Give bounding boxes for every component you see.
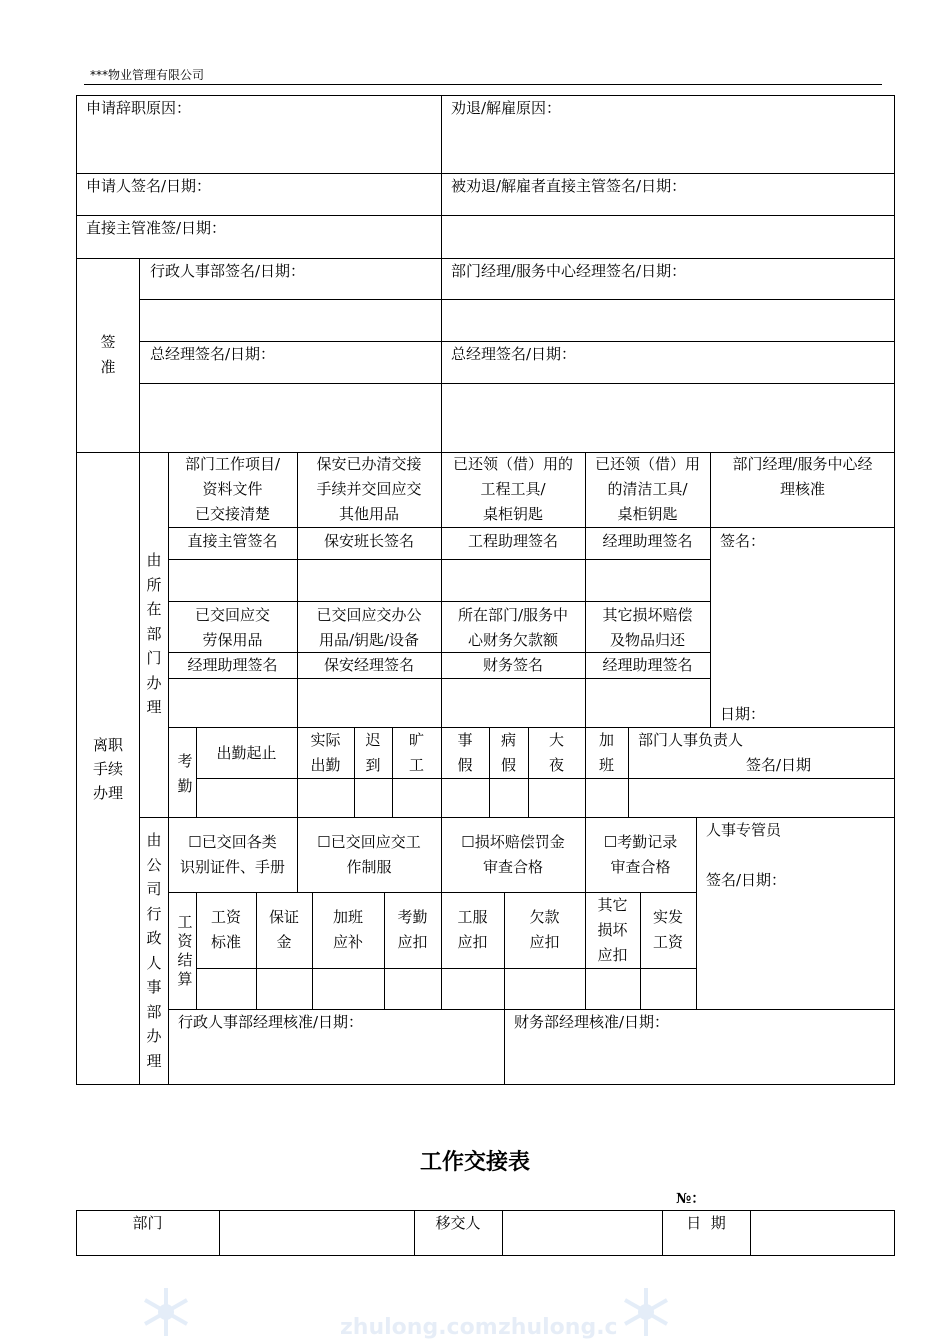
handover-number-label: №： xyxy=(676,1191,706,1207)
watermark-text-left: zhulong.com xyxy=(340,1315,498,1340)
dept-manager-sign-label: 部门经理/服务中心经理签名/日期： xyxy=(451,262,687,280)
rule xyxy=(168,678,710,679)
manager-date-label: 日期： xyxy=(720,705,766,723)
manager-assistant-sign-2: 经理助理签名 xyxy=(187,656,278,674)
personal-leave: 事 假 xyxy=(457,731,473,774)
manager-approve-cell: 部门经理/服务中心经 理核准 xyxy=(732,455,873,498)
rule xyxy=(196,968,696,969)
security-handover-cell: 保安已办清交接 手续并交回应交 其他用品 xyxy=(316,455,422,523)
company-name: ***物业管理有限公司 xyxy=(90,68,205,82)
rule xyxy=(219,1210,220,1256)
approval-label: 签准 xyxy=(100,333,116,376)
rule xyxy=(196,778,895,779)
hr-dept-sign-label: 行政人事部签名/日期： xyxy=(150,262,306,280)
security-captain-sign: 保安班长签名 xyxy=(323,532,414,550)
exit-label-line2: 手续 xyxy=(92,760,123,778)
manager-assistant-sign-3: 经理助理签名 xyxy=(602,656,693,674)
dept-handled-label: 由所在部门办理 xyxy=(146,551,162,716)
handover-date-label: 日 期 xyxy=(686,1214,726,1232)
exit-label-line1: 离职 xyxy=(92,736,123,754)
snowflake-logo-icon xyxy=(620,1286,672,1338)
rule xyxy=(894,1210,895,1256)
finance-manager-approve: 财务部经理核准/日期： xyxy=(514,1013,670,1031)
dept-hr-head-label: 部门人事负责人 xyxy=(638,731,744,749)
rule xyxy=(139,817,895,818)
dismissed-supervisor-sign-label: 被劝退/解雇者直接主管签名/日期： xyxy=(451,177,687,195)
handover-dept-label: 部门 xyxy=(132,1214,163,1232)
actual-attendance: 实际 出勤 xyxy=(310,731,341,774)
attendance-deduction: 考勤 应扣 xyxy=(397,908,428,951)
check-penalty: ☐损坏赔偿罚金 审查合格 xyxy=(461,833,565,876)
uniform-deduction: 工服 应扣 xyxy=(457,908,488,951)
finance-debt-cell: 所在部门/服务中 心财务欠款额 xyxy=(457,606,569,649)
night-shift: 大 夜 xyxy=(548,731,564,774)
form-border-right xyxy=(894,95,895,1085)
rule xyxy=(76,1255,895,1256)
watermark-text-right: zhulong.c xyxy=(498,1315,618,1340)
rule xyxy=(139,383,895,384)
rule xyxy=(139,258,140,1084)
supervisor-approve-label: 直接主管准签/日期： xyxy=(86,219,227,237)
hr-manager-approve: 行政人事部经理核准/日期： xyxy=(178,1013,364,1031)
finance-sign: 财务签名 xyxy=(482,656,543,674)
rule xyxy=(502,1210,503,1256)
other-damage-deduction: 其它 损坏 应扣 xyxy=(597,896,628,964)
actual-salary: 实发 工资 xyxy=(652,908,683,951)
hr-officer-label: 人事专管员 xyxy=(706,821,782,839)
late: 迟 到 xyxy=(365,731,381,774)
attendance-label: 考勤 xyxy=(177,752,193,795)
check-attendance: ☐考勤记录 审查合格 xyxy=(603,833,678,876)
manager-assistant-sign: 经理助理签名 xyxy=(602,532,693,550)
rule xyxy=(441,95,442,258)
handover-transferor-label: 移交人 xyxy=(435,1214,481,1232)
salary-settlement-label: 工资结算 xyxy=(177,913,193,988)
rule xyxy=(750,1210,751,1256)
absent: 旷 工 xyxy=(408,731,424,774)
snowflake-logo-icon xyxy=(140,1286,192,1338)
rule xyxy=(168,527,895,528)
hr-office-label: 由公司行政人事部办理 xyxy=(146,831,162,1070)
security-manager-sign: 保安经理签名 xyxy=(323,656,414,674)
direct-supervisor-sign: 直接主管签名 xyxy=(187,532,278,550)
overtime: 加 班 xyxy=(598,731,614,774)
deposit: 保证 金 xyxy=(268,908,299,951)
handover-title: 工作交接表 xyxy=(419,1149,530,1175)
form-border-bottom xyxy=(76,1084,895,1085)
exit-label-line3: 办理 xyxy=(92,784,123,802)
attendance-period: 出勤起止 xyxy=(216,744,277,762)
overtime-pay: 加班 应补 xyxy=(332,908,363,951)
engineering-assistant-sign: 工程助理签名 xyxy=(467,532,558,550)
rule xyxy=(696,817,697,1009)
damage-compensation-cell: 其它损坏赔偿 及物品归还 xyxy=(602,606,693,649)
rule xyxy=(139,299,895,300)
dept-hr-head-sign: 签名/日期 xyxy=(746,756,812,774)
debt-deduction: 欠款 应扣 xyxy=(529,908,560,951)
sick-leave: 病 假 xyxy=(500,731,516,774)
rule xyxy=(168,559,710,560)
form-border-left xyxy=(76,95,77,1085)
engineering-tools-cell: 已还领（借）用的 工程工具/ 桌柜钥匙 xyxy=(452,455,573,523)
dismiss-reason-label: 劝退/解雇原因： xyxy=(451,99,562,117)
manager-sign-label: 签名： xyxy=(720,532,766,550)
rule xyxy=(628,727,629,817)
check-uniform: ☐已交回应交工 作制服 xyxy=(317,833,421,876)
dept-work-items-cell: 部门工作项目/ 资料文件 已交接清楚 xyxy=(184,455,281,523)
header-rule xyxy=(84,84,882,85)
labor-supplies-cell: 已交回应交 劳保用品 xyxy=(194,606,270,649)
salary-standard: 工资 标准 xyxy=(210,908,241,951)
resign-reason-label: 申请辞职原因： xyxy=(86,99,192,117)
rule xyxy=(168,601,710,602)
applicant-sign-label: 申请人签名/日期： xyxy=(86,177,212,195)
gm-sign-left-label: 总经理签名/日期： xyxy=(150,345,276,363)
office-supplies-cell: 已交回应交办公 用品/钥匙/设备 xyxy=(316,606,422,649)
gm-sign-right-label: 总经理签名/日期： xyxy=(451,345,577,363)
cleaning-tools-cell: 已还领（借）用 的清洁工具/ 桌柜钥匙 xyxy=(594,455,700,523)
hr-officer-sign: 签名/日期： xyxy=(706,871,787,889)
rule xyxy=(441,258,442,452)
check-id-cards: ☐已交回各类 识别证件、手册 xyxy=(179,833,285,876)
